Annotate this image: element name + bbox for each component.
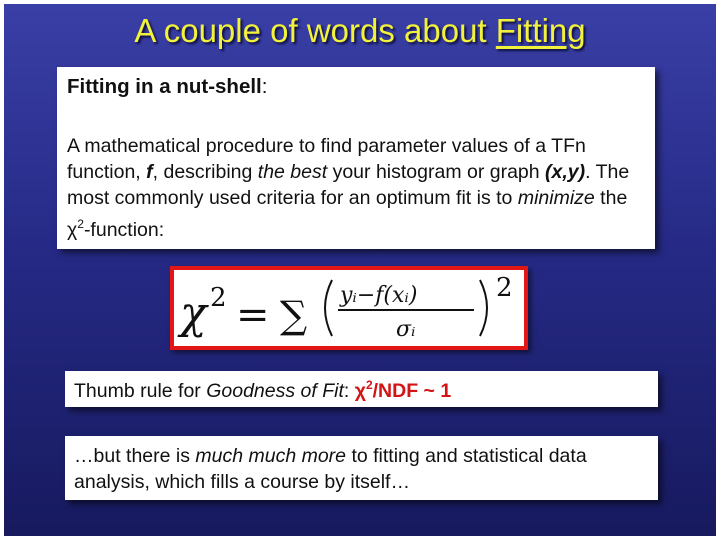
more-text <box>74 443 650 495</box>
formula-chi: χ <box>180 288 207 339</box>
definition-chi-exponent: 2 <box>77 217 84 231</box>
title-prefix: A couple of words about <box>134 12 496 49</box>
formula-numerator: yᵢ−f(xᵢ) <box>340 283 418 308</box>
definition-f: f <box>146 161 153 183</box>
definition-minimize: minimize <box>517 187 595 209</box>
definition-chi: χ <box>67 219 78 241</box>
more-part: …but there is <box>74 445 196 467</box>
definition-part: the <box>594 187 628 209</box>
thumb-rule-goodness: Goodness of Fit <box>206 380 344 402</box>
definition-xy: (x,y) <box>545 161 586 183</box>
formula-chi-exponent: 2 <box>210 283 227 313</box>
definition-part: A mathematical procedure to find parameter values of a TFn function, <box>67 135 586 183</box>
thumb-rule-text <box>74 378 451 403</box>
definition-part: -function: <box>83 219 165 241</box>
chi2-formula-box <box>170 266 528 350</box>
definition-heading-text: Fitting in a nut-shell <box>67 75 262 98</box>
more-much: much much more <box>195 445 347 467</box>
definition-the-best: the best <box>257 161 328 183</box>
thumb-rule-lead: Thumb rule for <box>74 380 207 402</box>
formula-right-paren <box>480 280 487 336</box>
more-part: to fitting and statistical data analysis, which fills a course by itself… <box>74 445 587 493</box>
formula-denominator: σᵢ <box>396 317 416 342</box>
formula-equals: = <box>236 292 270 338</box>
chi2-formula <box>174 270 524 346</box>
definition-part: . The most commonly used criteria for an optimum fit is to <box>67 161 630 209</box>
definition-part: , describing <box>152 161 258 183</box>
definition-heading <box>67 75 267 99</box>
formula-left-paren <box>325 280 332 336</box>
definition-text <box>67 133 649 243</box>
formula-outer-exponent: 2 <box>496 273 513 303</box>
definition-box <box>57 67 655 249</box>
slide-title <box>4 10 716 52</box>
thumb-rule-chi: χ <box>354 380 366 402</box>
thumb-rule-chi-exponent: 2 <box>365 378 373 392</box>
formula-sum: ∑ <box>280 293 308 337</box>
thumb-rule-box <box>65 371 658 407</box>
thumb-rule-ndf: /NDF ~ 1 <box>372 380 452 402</box>
thumb-rule-colon: : <box>343 380 355 402</box>
title-underlined-word: Fitting <box>495 12 586 49</box>
more-box <box>65 436 658 500</box>
definition-part: your histogram or graph <box>327 161 546 183</box>
slide <box>4 4 716 536</box>
definition-heading-colon: : <box>261 75 268 98</box>
